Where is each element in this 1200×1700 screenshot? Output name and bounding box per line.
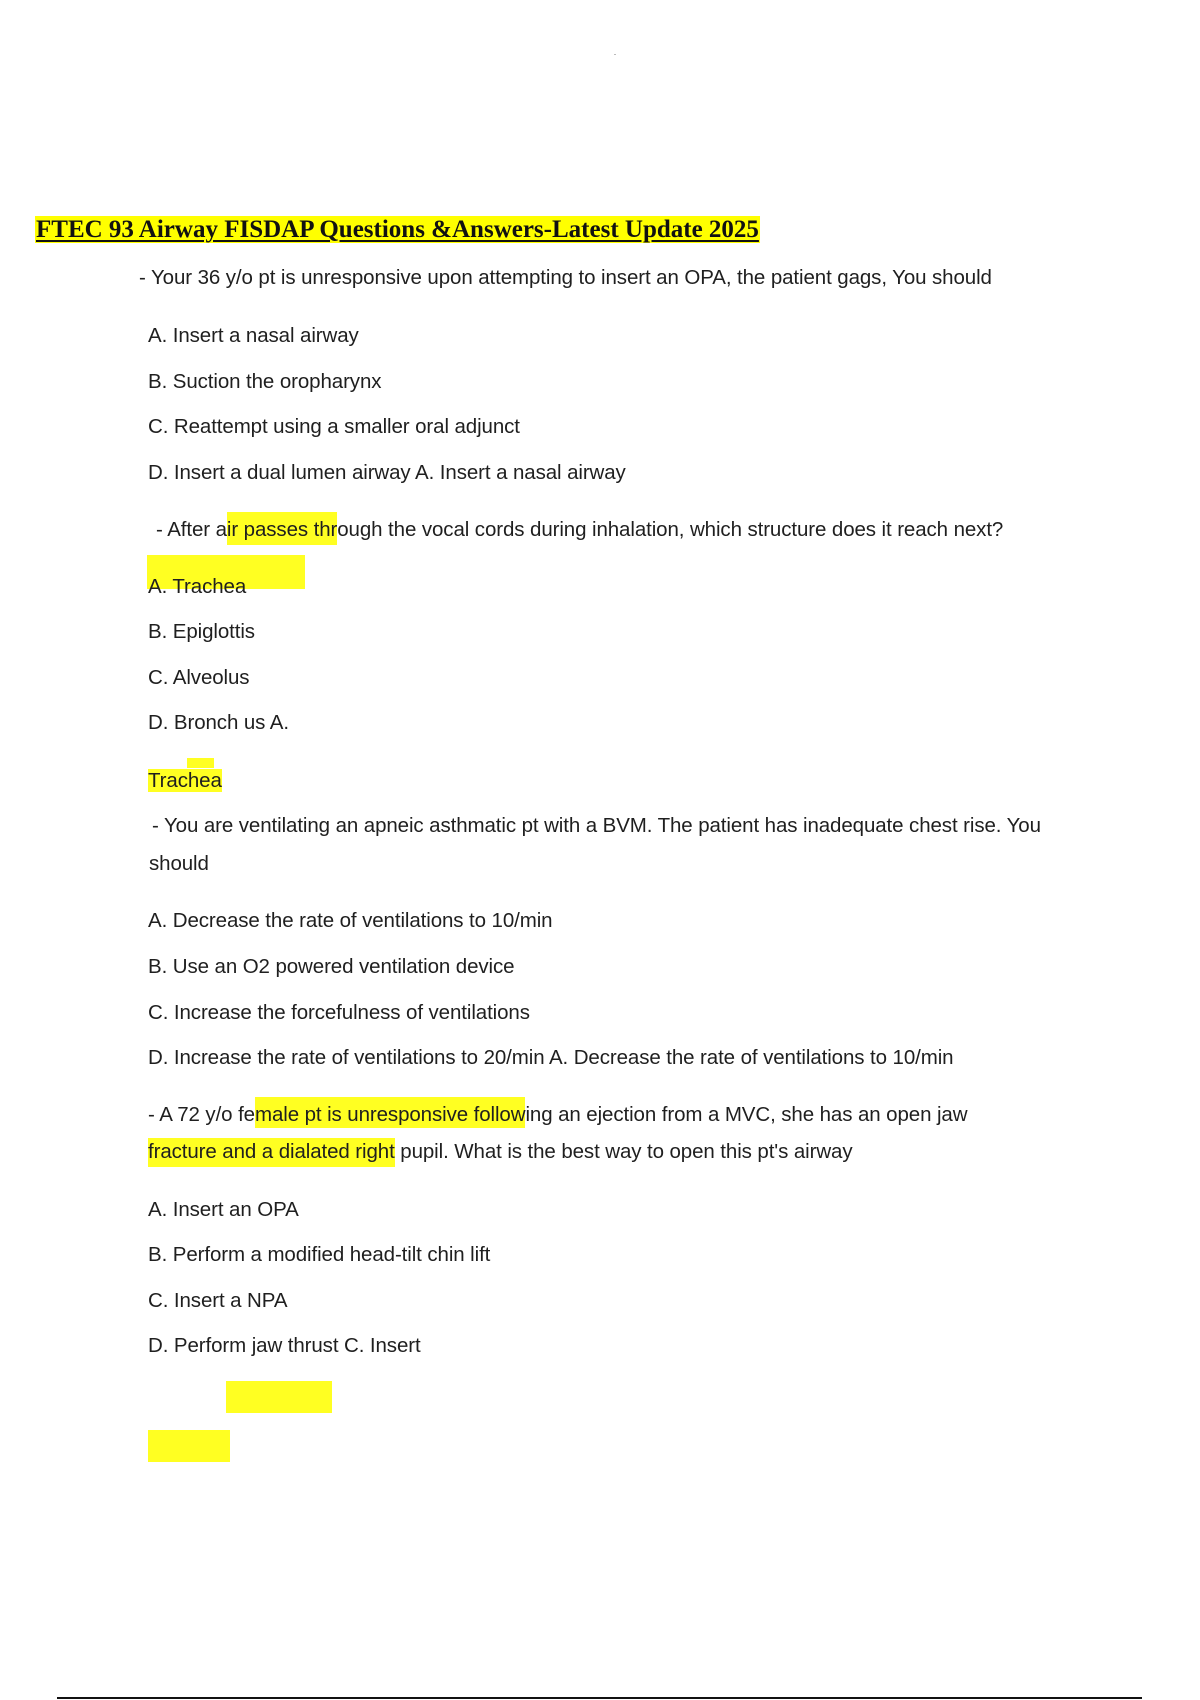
question-4-prompt-line-2 bbox=[148, 1138, 853, 1166]
question-4-option-b: B. Perform a modified head-tilt chin lift bbox=[148, 1243, 491, 1266]
question-2-prompt-highlight: ir passes thr bbox=[227, 512, 337, 545]
question-3-option-d: D. Increase the rate of ventilations to 20/min A. Decrease the rate of ventilations to 10/min bbox=[148, 1046, 954, 1069]
question-3-option-c: C. Increase the forcefulness of ventilations bbox=[148, 1001, 530, 1024]
question-1-option-c: C. Reattempt using a smaller oral adjunct bbox=[148, 415, 520, 438]
question-2-option-c: C. Alveolus bbox=[148, 666, 250, 689]
question-2-prompt-start: - After a bbox=[156, 518, 227, 541]
question-4-option-c: C. Insert a NPA bbox=[148, 1289, 288, 1312]
question-4-prompt-line-1-start: - A 72 y/o fe bbox=[148, 1103, 255, 1126]
question-2-prompt bbox=[156, 516, 1003, 544]
question-2-option-b: B. Epiglottis bbox=[148, 620, 255, 643]
question-4-prompt-line-1 bbox=[148, 1101, 967, 1129]
question-3-prompt-line-2: should bbox=[149, 852, 209, 875]
question-2-option-a: A. Trachea bbox=[148, 575, 247, 598]
question-4-prompt-line-2-end: pupil. What is the best way to open this pt's airway bbox=[394, 1140, 853, 1163]
question-3-prompt-line-1: - You are ventilating an apneic asthmatic pt with a BVM. The patient has inadequate chest rise. You bbox=[152, 814, 1041, 837]
answer-highlight-mark bbox=[226, 1381, 332, 1413]
question-4-prompt-line-2-highlight: fracture and a dialated right bbox=[148, 1138, 395, 1167]
document-title bbox=[35, 215, 760, 245]
question-4-option-d: D. Perform jaw thrust C. Insert bbox=[148, 1334, 421, 1357]
question-2-answer-text: Trachea bbox=[148, 769, 222, 792]
question-3-option-b: B. Use an O2 powered ventilation device bbox=[148, 955, 515, 978]
question-4-prompt-line-1-end: ing an ejection from a MVC, she has an open jaw bbox=[525, 1103, 968, 1126]
question-4-prompt-line-1-highlight: male pt is unresponsive follow bbox=[255, 1097, 525, 1128]
answer-highlight-mark bbox=[148, 1430, 230, 1462]
question-1-option-b: B. Suction the oropharynx bbox=[148, 370, 382, 393]
question-1-prompt: - Your 36 y/o pt is unresponsive upon attempting to insert an OPA, the patient gags, You should bbox=[139, 266, 992, 289]
footer-rule bbox=[57, 1697, 1142, 1699]
question-1-option-d: D. Insert a dual lumen airway A. Insert a nasal airway bbox=[148, 461, 626, 484]
question-3-option-a: A. Decrease the rate of ventilations to 10/min bbox=[148, 909, 553, 932]
question-1-option-a: A. Insert a nasal airway bbox=[148, 324, 359, 347]
question-4-option-a: A. Insert an OPA bbox=[148, 1198, 299, 1221]
page-speck bbox=[614, 54, 616, 55]
question-2-option-d: D. Bronch us A. bbox=[148, 711, 289, 734]
document-title-text: FTEC 93 Airway FISDAP Questions &Answers-Latest Update 2025 bbox=[36, 216, 759, 243]
question-2-prompt-end: ough the vocal cords during inhalation, which structure does it reach next? bbox=[337, 518, 1004, 541]
question-2-answer bbox=[148, 767, 222, 795]
